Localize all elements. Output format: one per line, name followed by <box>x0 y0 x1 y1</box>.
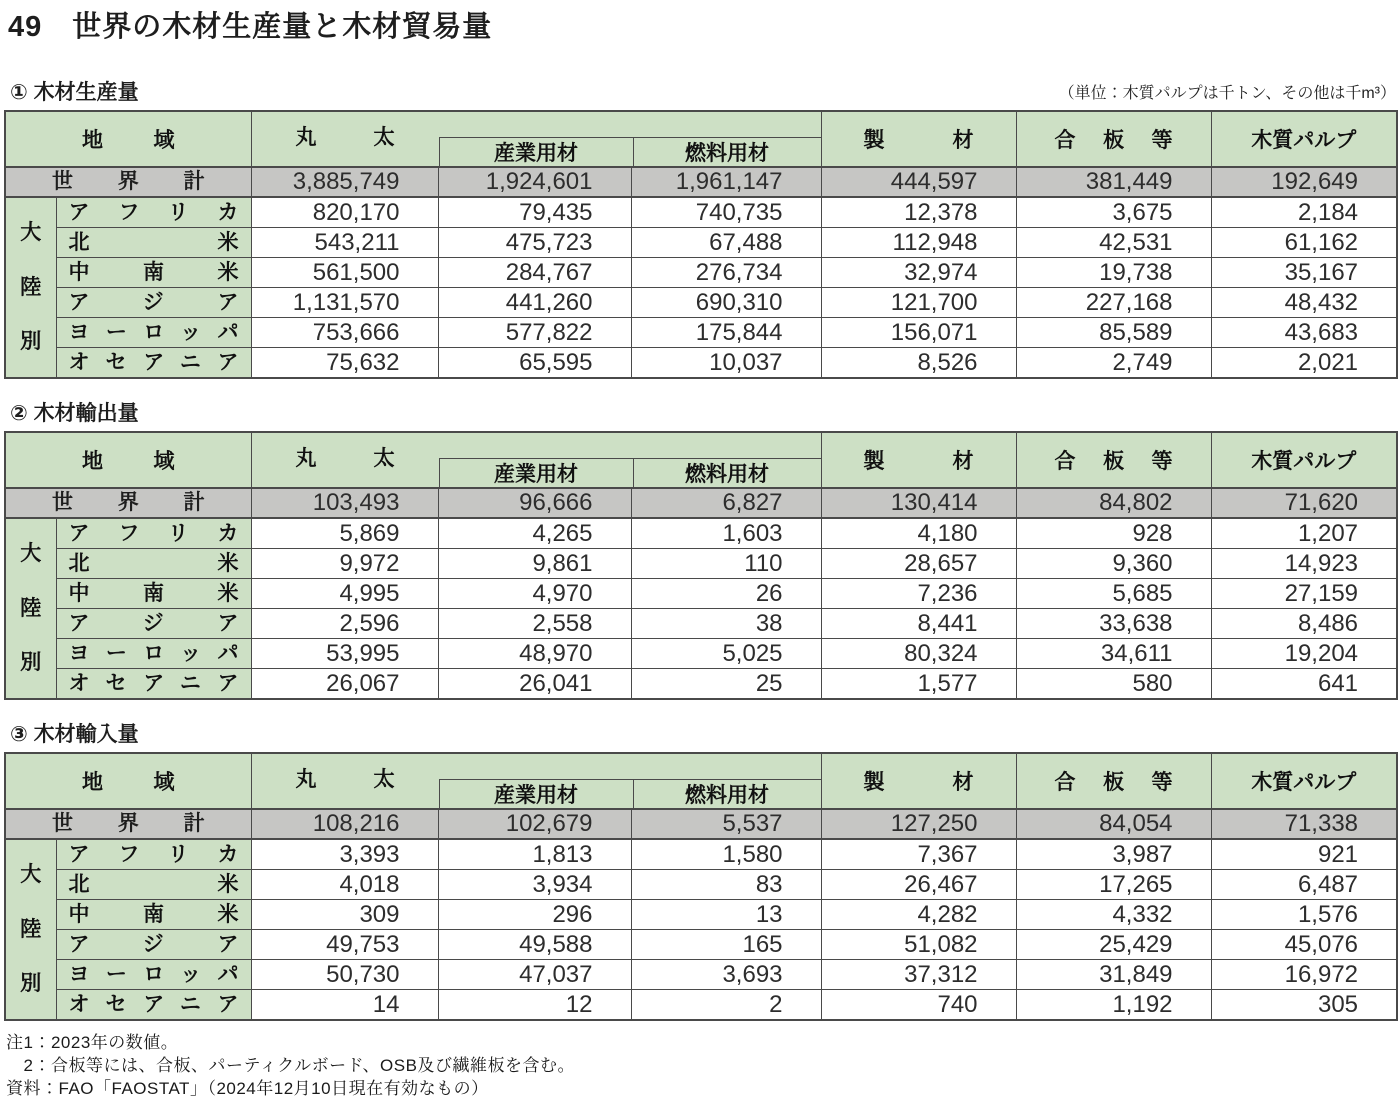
region-label: アフリカ <box>56 197 251 228</box>
value-cell: 47,037 <box>438 960 631 990</box>
value-cell: 16,972 <box>1211 960 1397 990</box>
value-cell: 17,265 <box>1016 870 1211 900</box>
value-cell: 12,378 <box>821 197 1016 228</box>
continent-row <box>5 549 1397 579</box>
value-cell: 227,168 <box>1016 288 1211 318</box>
value-cell: 48,432 <box>1211 288 1397 318</box>
value-cell: 27,159 <box>1211 579 1397 609</box>
world-value-cell: 71,620 <box>1211 488 1397 518</box>
world-total-label: 世界計 <box>5 167 251 197</box>
region-label: 北米 <box>56 228 251 258</box>
value-cell: 8,526 <box>821 348 1016 379</box>
col-header-industrial-wood: 産業用材 <box>494 141 578 165</box>
continent-row <box>5 609 1397 639</box>
continent-row <box>5 960 1397 990</box>
continent-row <box>5 839 1397 870</box>
col-header-wood-pulp: 木質パルプ <box>1211 432 1397 488</box>
value-cell: 1,603 <box>631 518 821 549</box>
value-cell: 110 <box>631 549 821 579</box>
region-label: オセアニア <box>56 990 251 1021</box>
continent-row <box>5 197 1397 228</box>
world-value-cell: 71,338 <box>1211 809 1397 839</box>
value-cell: 65,595 <box>438 348 631 379</box>
value-cell: 2 <box>631 990 821 1021</box>
value-cell: 85,589 <box>1016 318 1211 348</box>
col-header-wood-pulp: 木質パルプ <box>1211 753 1397 809</box>
value-cell: 296 <box>438 900 631 930</box>
value-cell: 12 <box>438 990 631 1021</box>
world-value-cell: 1,924,601 <box>438 167 631 197</box>
table-section <box>0 401 1400 700</box>
value-cell: 5,685 <box>1016 579 1211 609</box>
value-cell: 25,429 <box>1016 930 1211 960</box>
continent-group-label <box>5 839 56 1020</box>
continent-row <box>5 900 1397 930</box>
value-cell: 1,576 <box>1211 900 1397 930</box>
continent-row <box>5 318 1397 348</box>
continent-row <box>5 870 1397 900</box>
world-value-cell: 103,493 <box>251 488 438 518</box>
world-total-row <box>5 488 1397 518</box>
value-cell: 31,849 <box>1016 960 1211 990</box>
value-cell: 51,082 <box>821 930 1016 960</box>
col-header-logs <box>251 753 821 809</box>
value-cell: 53,995 <box>251 639 438 669</box>
continent-row <box>5 288 1397 318</box>
section-title: ③ 木材輸入量 <box>10 723 139 746</box>
page-title: 49 世界の木材生産量と木材貿易量 <box>8 11 493 43</box>
value-cell: 928 <box>1016 518 1211 549</box>
value-cell: 3,987 <box>1016 839 1211 870</box>
value-cell: 2,749 <box>1016 348 1211 379</box>
world-total-label: 世界計 <box>5 809 251 839</box>
value-cell: 3,693 <box>631 960 821 990</box>
region-label: 北米 <box>56 549 251 579</box>
world-value-cell: 127,250 <box>821 809 1016 839</box>
logs-subheader-box <box>439 137 821 166</box>
value-cell: 7,236 <box>821 579 1016 609</box>
header-row <box>5 111 1397 167</box>
section-header-row <box>0 401 1396 427</box>
header-row <box>5 432 1397 488</box>
col-header-wood-pulp: 木質パルプ <box>1211 111 1397 167</box>
col-header-region: 地域 <box>5 111 251 167</box>
statistics-table <box>4 431 1398 700</box>
value-cell: 9,861 <box>438 549 631 579</box>
value-cell: 276,734 <box>631 258 821 288</box>
value-cell: 8,486 <box>1211 609 1397 639</box>
continent-group-char: 大 <box>20 862 42 886</box>
header-row <box>5 753 1397 809</box>
col-header-logs-label: 丸太 <box>295 126 395 149</box>
value-cell: 921 <box>1211 839 1397 870</box>
col-header-sawnwood: 製材 <box>821 432 1016 488</box>
continent-group-char: 別 <box>20 330 42 354</box>
region-label: オセアニア <box>56 669 251 700</box>
region-label: アジア <box>56 609 251 639</box>
col-header-plywood: 合板等 <box>1016 111 1211 167</box>
continent-row <box>5 930 1397 960</box>
value-cell: 26,067 <box>251 669 438 700</box>
value-cell: 4,265 <box>438 518 631 549</box>
value-cell: 10,037 <box>631 348 821 379</box>
region-label: アジア <box>56 288 251 318</box>
value-cell: 61,162 <box>1211 228 1397 258</box>
value-cell: 740,735 <box>631 197 821 228</box>
col-header-industrial-wood: 産業用材 <box>494 783 578 807</box>
continent-group-label <box>5 518 56 699</box>
section-title: ① 木材生産量 <box>10 81 139 104</box>
value-cell: 2,558 <box>438 609 631 639</box>
value-cell: 34,611 <box>1016 639 1211 669</box>
value-cell: 577,822 <box>438 318 631 348</box>
value-cell: 1,131,570 <box>251 288 438 318</box>
col-header-logs-label: 丸太 <box>295 447 395 470</box>
tables-container <box>0 80 1400 1021</box>
value-cell: 175,844 <box>631 318 821 348</box>
value-cell: 4,180 <box>821 518 1016 549</box>
logs-subheader-box <box>439 779 821 808</box>
logs-subheader-box <box>439 458 821 487</box>
note-line: 注1：2023年の数値。 <box>6 1033 179 1052</box>
continent-group-char: 別 <box>20 972 42 996</box>
continent-group-label <box>5 197 56 378</box>
value-cell: 79,435 <box>438 197 631 228</box>
value-cell: 19,204 <box>1211 639 1397 669</box>
value-cell: 9,360 <box>1016 549 1211 579</box>
col-header-logs <box>251 432 821 488</box>
unit-note: （単位：木質パルプは千トン、その他は千m³） <box>1058 85 1396 102</box>
col-header-plywood: 合板等 <box>1016 432 1211 488</box>
world-value-cell: 1,961,147 <box>631 167 821 197</box>
value-cell: 35,167 <box>1211 258 1397 288</box>
section-header-row <box>0 722 1396 748</box>
value-cell: 112,948 <box>821 228 1016 258</box>
value-cell: 26 <box>631 579 821 609</box>
col-header-industrial-wood: 産業用材 <box>494 462 578 486</box>
col-header-region: 地域 <box>5 753 251 809</box>
value-cell: 4,995 <box>251 579 438 609</box>
value-cell: 543,211 <box>251 228 438 258</box>
world-value-cell: 192,649 <box>1211 167 1397 197</box>
value-cell: 4,282 <box>821 900 1016 930</box>
region-label: 中南米 <box>56 258 251 288</box>
continent-group-char: 別 <box>20 651 42 675</box>
section-title: ② 木材輸出量 <box>10 402 139 425</box>
value-cell: 9,972 <box>251 549 438 579</box>
continent-group-char: 陸 <box>20 596 42 620</box>
value-cell: 13 <box>631 900 821 930</box>
value-cell: 3,934 <box>438 870 631 900</box>
table-section <box>0 80 1400 379</box>
value-cell: 67,488 <box>631 228 821 258</box>
value-cell: 45,076 <box>1211 930 1397 960</box>
col-header-plywood: 合板等 <box>1016 753 1211 809</box>
value-cell: 5,025 <box>631 639 821 669</box>
value-cell: 4,018 <box>251 870 438 900</box>
world-value-cell: 84,802 <box>1016 488 1211 518</box>
continent-row <box>5 518 1397 549</box>
value-cell: 7,367 <box>821 839 1016 870</box>
continent-row <box>5 990 1397 1021</box>
region-label: オセアニア <box>56 348 251 379</box>
value-cell: 4,332 <box>1016 900 1211 930</box>
value-cell: 2,596 <box>251 609 438 639</box>
world-value-cell: 84,054 <box>1016 809 1211 839</box>
world-value-cell: 381,449 <box>1016 167 1211 197</box>
source-line: 資料：FAO「FAOSTAT」（2024年12月10日現在有効なもの） <box>6 1079 489 1098</box>
world-total-label: 世界計 <box>5 488 251 518</box>
col-header-region: 地域 <box>5 432 251 488</box>
continent-row <box>5 639 1397 669</box>
world-value-cell: 3,885,749 <box>251 167 438 197</box>
value-cell: 475,723 <box>438 228 631 258</box>
value-cell: 37,312 <box>821 960 1016 990</box>
value-cell: 38 <box>631 609 821 639</box>
value-cell: 309 <box>251 900 438 930</box>
continent-group-char: 大 <box>20 220 42 244</box>
value-cell: 740 <box>821 990 1016 1021</box>
value-cell: 8,441 <box>821 609 1016 639</box>
value-cell: 50,730 <box>251 960 438 990</box>
value-cell: 1,207 <box>1211 518 1397 549</box>
value-cell: 2,184 <box>1211 197 1397 228</box>
col-header-sawnwood: 製材 <box>821 753 1016 809</box>
region-label: ヨーロッパ <box>56 639 251 669</box>
value-cell: 156,071 <box>821 318 1016 348</box>
world-value-cell: 444,597 <box>821 167 1016 197</box>
value-cell: 26,467 <box>821 870 1016 900</box>
world-value-cell: 96,666 <box>438 488 631 518</box>
value-cell: 1,580 <box>631 839 821 870</box>
continent-row <box>5 579 1397 609</box>
value-cell: 25 <box>631 669 821 700</box>
value-cell: 28,657 <box>821 549 1016 579</box>
world-value-cell: 5,537 <box>631 809 821 839</box>
col-header-sawnwood: 製材 <box>821 111 1016 167</box>
value-cell: 32,974 <box>821 258 1016 288</box>
value-cell: 561,500 <box>251 258 438 288</box>
col-header-fuel-wood: 燃料用材 <box>633 138 821 166</box>
world-value-cell: 130,414 <box>821 488 1016 518</box>
continent-row <box>5 228 1397 258</box>
world-value-cell: 108,216 <box>251 809 438 839</box>
table-section <box>0 722 1400 1021</box>
world-value-cell: 102,679 <box>438 809 631 839</box>
region-label: アジア <box>56 930 251 960</box>
value-cell: 33,638 <box>1016 609 1211 639</box>
region-label: 北米 <box>56 870 251 900</box>
value-cell: 83 <box>631 870 821 900</box>
value-cell: 80,324 <box>821 639 1016 669</box>
value-cell: 19,738 <box>1016 258 1211 288</box>
world-total-row <box>5 809 1397 839</box>
value-cell: 75,632 <box>251 348 438 379</box>
note-line: 2：合板等には、合板、パーティクルボード、OSB及び繊維板を含む。 <box>6 1056 575 1075</box>
value-cell: 26,041 <box>438 669 631 700</box>
continent-row <box>5 348 1397 379</box>
value-cell: 43,683 <box>1211 318 1397 348</box>
footnotes <box>6 1031 1400 1100</box>
region-label: ヨーロッパ <box>56 960 251 990</box>
section-header-row <box>0 80 1396 106</box>
value-cell: 49,753 <box>251 930 438 960</box>
value-cell: 305 <box>1211 990 1397 1021</box>
value-cell: 753,666 <box>251 318 438 348</box>
continent-group-char: 陸 <box>20 917 42 941</box>
region-label: 中南米 <box>56 579 251 609</box>
continent-group-char: 大 <box>20 541 42 565</box>
value-cell: 441,260 <box>438 288 631 318</box>
statistics-table <box>4 110 1398 379</box>
world-total-row <box>5 167 1397 197</box>
value-cell: 284,767 <box>438 258 631 288</box>
value-cell: 14 <box>251 990 438 1021</box>
value-cell: 48,970 <box>438 639 631 669</box>
continent-row <box>5 258 1397 288</box>
value-cell: 165 <box>631 930 821 960</box>
region-label: アフリカ <box>56 839 251 870</box>
value-cell: 690,310 <box>631 288 821 318</box>
col-header-logs-label: 丸太 <box>295 768 395 791</box>
value-cell: 1,577 <box>821 669 1016 700</box>
value-cell: 3,393 <box>251 839 438 870</box>
value-cell: 2,021 <box>1211 348 1397 379</box>
world-value-cell: 6,827 <box>631 488 821 518</box>
value-cell: 3,675 <box>1016 197 1211 228</box>
value-cell: 580 <box>1016 669 1211 700</box>
col-header-fuel-wood: 燃料用材 <box>633 780 821 808</box>
value-cell: 1,813 <box>438 839 631 870</box>
value-cell: 1,192 <box>1016 990 1211 1021</box>
region-label: ヨーロッパ <box>56 318 251 348</box>
region-label: アフリカ <box>56 518 251 549</box>
value-cell: 14,923 <box>1211 549 1397 579</box>
value-cell: 4,970 <box>438 579 631 609</box>
col-header-logs <box>251 111 821 167</box>
region-label: 中南米 <box>56 900 251 930</box>
continent-row <box>5 669 1397 700</box>
statistics-table <box>4 752 1398 1021</box>
value-cell: 42,531 <box>1016 228 1211 258</box>
value-cell: 6,487 <box>1211 870 1397 900</box>
value-cell: 641 <box>1211 669 1397 700</box>
value-cell: 121,700 <box>821 288 1016 318</box>
value-cell: 49,588 <box>438 930 631 960</box>
col-header-fuel-wood: 燃料用材 <box>633 459 821 487</box>
continent-group-char: 陸 <box>20 275 42 299</box>
value-cell: 5,869 <box>251 518 438 549</box>
value-cell: 820,170 <box>251 197 438 228</box>
